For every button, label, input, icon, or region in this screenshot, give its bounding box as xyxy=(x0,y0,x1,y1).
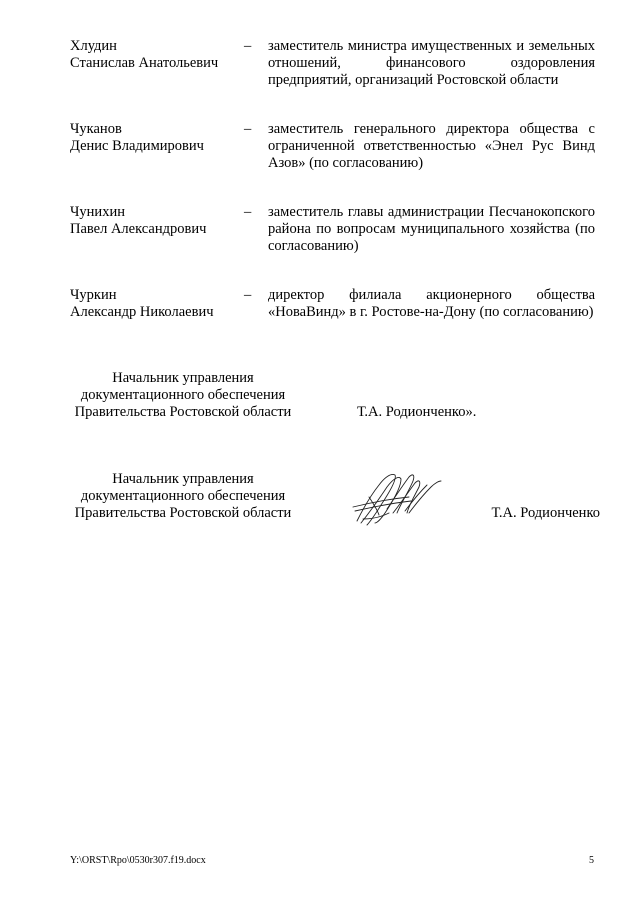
list-item xyxy=(70,287,595,321)
page-footer xyxy=(70,855,594,867)
list-item xyxy=(70,121,595,172)
member-position: заместитель министра имущественных и земельных отношений, финансового оздоровления предприятий, организаций Ростовской области xyxy=(268,38,595,88)
member-surname: Хлудин xyxy=(70,38,117,54)
signatory-title-line: Начальник управления xyxy=(112,471,254,487)
signatory-title-line: Начальник управления xyxy=(112,370,254,386)
handwritten-signature xyxy=(349,463,445,531)
member-given-names: Павел Александрович xyxy=(70,221,207,237)
signature-block-signed xyxy=(66,471,600,522)
member-name xyxy=(70,287,244,321)
member-position: заместитель генерального директора общества с ограниченной ответственностью «Энел Рус Винд Азов» (по согласованию) xyxy=(268,121,595,171)
signature-block-quoted xyxy=(66,370,600,421)
list-item xyxy=(70,38,595,89)
member-name xyxy=(70,38,244,72)
signatory-name: Т.А. Родионченко». xyxy=(357,404,477,420)
member-list xyxy=(70,38,595,321)
list-item xyxy=(70,204,595,255)
separator-dash: – xyxy=(244,287,252,303)
signatory-title-line: Правительства Ростовской области xyxy=(74,404,292,420)
signatory-title xyxy=(66,370,300,421)
member-given-names: Станислав Анатольевич xyxy=(70,55,219,71)
member-surname: Чуканов xyxy=(70,121,122,137)
signatory-title xyxy=(66,471,300,522)
member-name xyxy=(70,204,244,238)
page-number: 5 xyxy=(589,855,594,866)
member-given-names: Денис Владимирович xyxy=(70,138,204,154)
signatory-title-line: Правительства Ростовской области xyxy=(74,505,292,521)
member-name xyxy=(70,121,244,155)
member-position: директор филиала акционерного общества «НоваВинд» в г. Ростове-на-Дону (по согласованию) xyxy=(268,287,595,320)
separator-dash: – xyxy=(244,204,252,220)
member-given-names: Александр Николаевич xyxy=(70,304,214,320)
member-surname: Чунихин xyxy=(70,204,125,220)
file-path: Y:\ORST\Rpo\0530r307.f19.docx xyxy=(70,855,206,866)
signatory-title-line: документационного обеспечения xyxy=(80,387,286,403)
signatory-title-line: документационного обеспечения xyxy=(80,488,286,504)
signatory-name: Т.А. Родионченко xyxy=(491,505,600,521)
member-surname: Чуркин xyxy=(70,287,117,303)
member-position: заместитель главы администрации Песчанокопского района по вопросам муниципального хозяйства (по согласованию) xyxy=(268,204,595,254)
separator-dash: – xyxy=(244,38,252,54)
separator-dash: – xyxy=(244,121,252,137)
